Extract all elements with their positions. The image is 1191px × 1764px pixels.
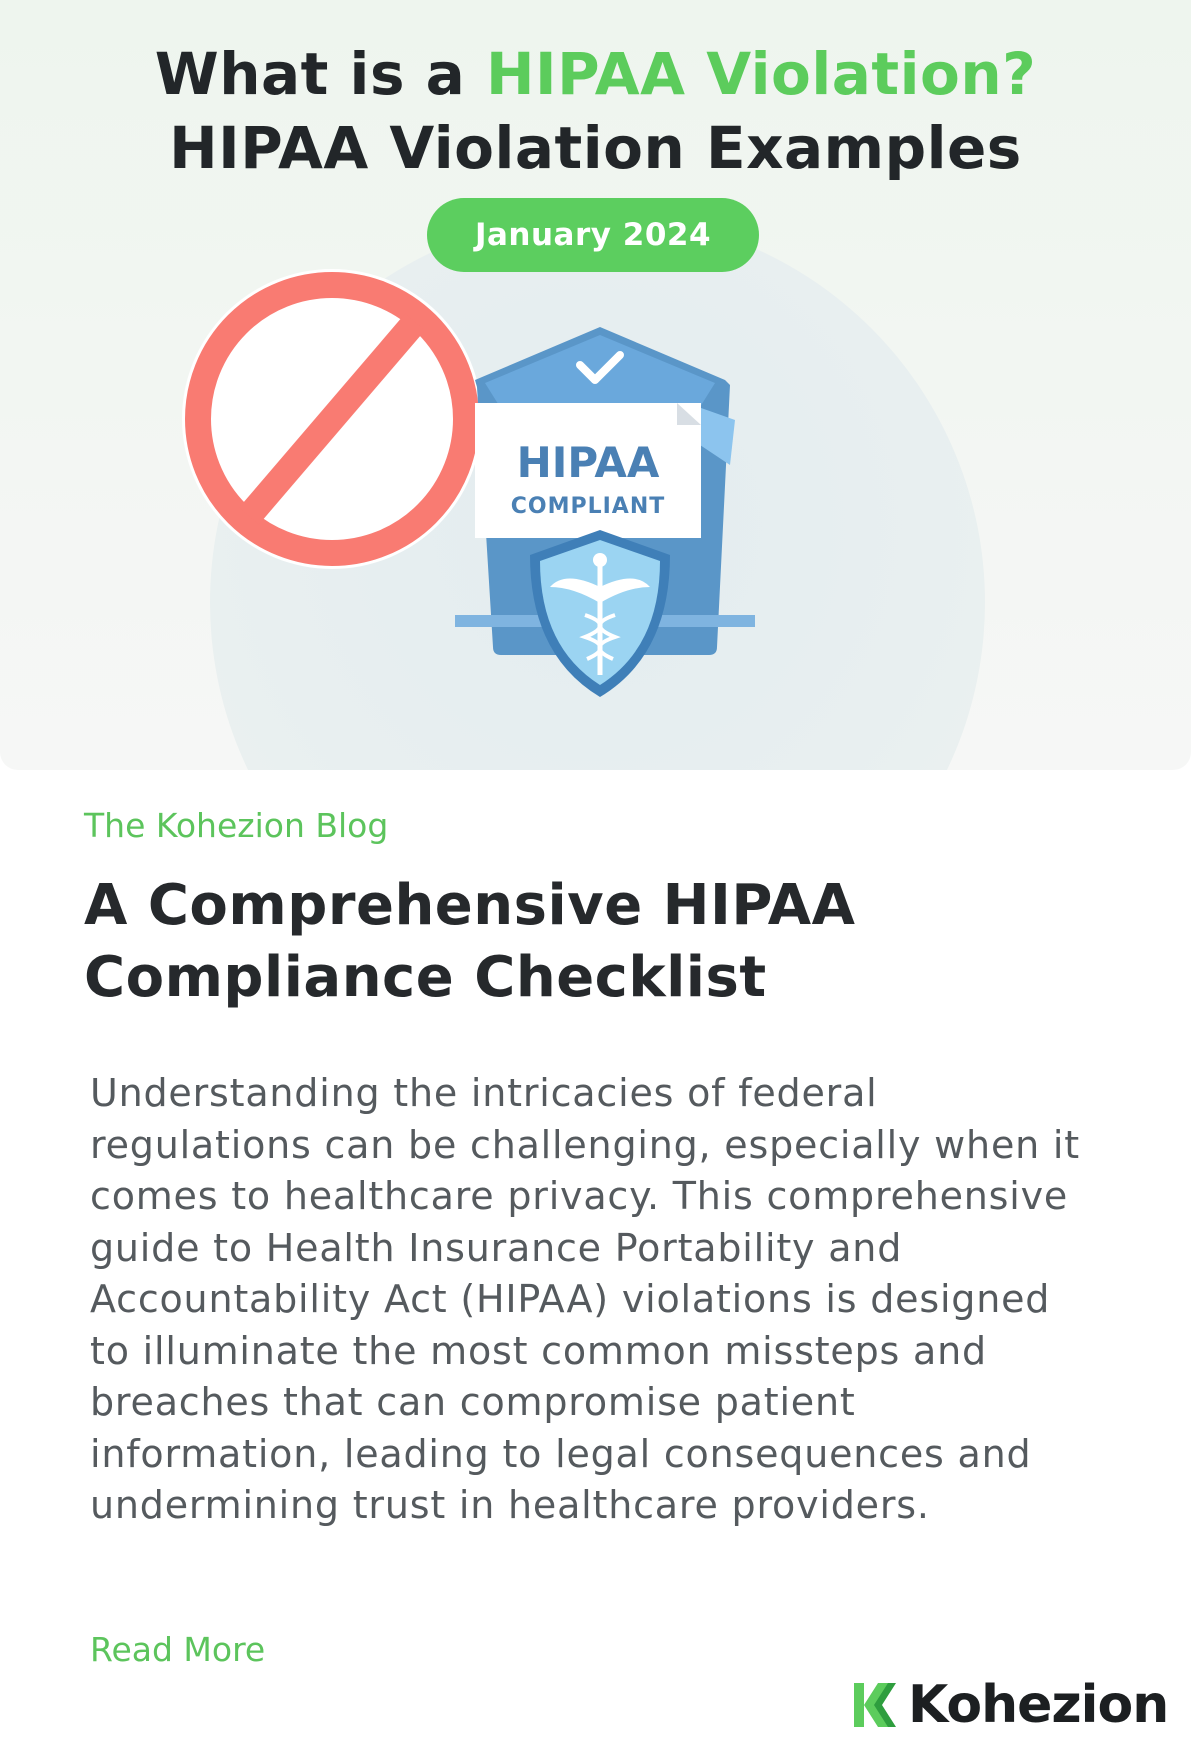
hero-title-prefix: What is a [154, 40, 486, 108]
read-more-link[interactable]: Read More [90, 1630, 266, 1669]
brand-logo[interactable] [850, 1670, 1168, 1740]
article-card [0, 770, 1191, 1764]
hero-title-line2: HIPAA Violation Examples [169, 114, 1022, 182]
article-title[interactable]: A Comprehensive HIPAA Compliance Checklist [84, 873, 856, 1010]
blog-category-label: The Kohezion Blog [84, 806, 389, 845]
brand-name: Kohezion [908, 1675, 1169, 1735]
hero-title-accent: HIPAA Violation? [485, 40, 1037, 108]
hipaa-compliant-shield-icon [455, 325, 755, 705]
prohibited-icon [173, 260, 491, 578]
hero-title-line1 [0, 40, 1191, 108]
date-badge: January 2024 [427, 198, 759, 272]
kohezion-logo-icon [850, 1679, 900, 1731]
hero-banner [0, 0, 1191, 770]
badge-compliant-text: COMPLIANT [510, 494, 666, 519]
article-excerpt: Understanding the intricacies of federal regulations can be challenging, especially when it comes to healthcare privacy. This comprehensive guide to Health Insurance Portability and Accountability Act (HIPAA) violations is designed to illuminate the most common missteps and breaches that can compromise patient information, leading to legal consequences and undermining trust in healthcare providers. [90, 1071, 1080, 1527]
badge-hipaa-text: HIPAA [516, 438, 660, 487]
